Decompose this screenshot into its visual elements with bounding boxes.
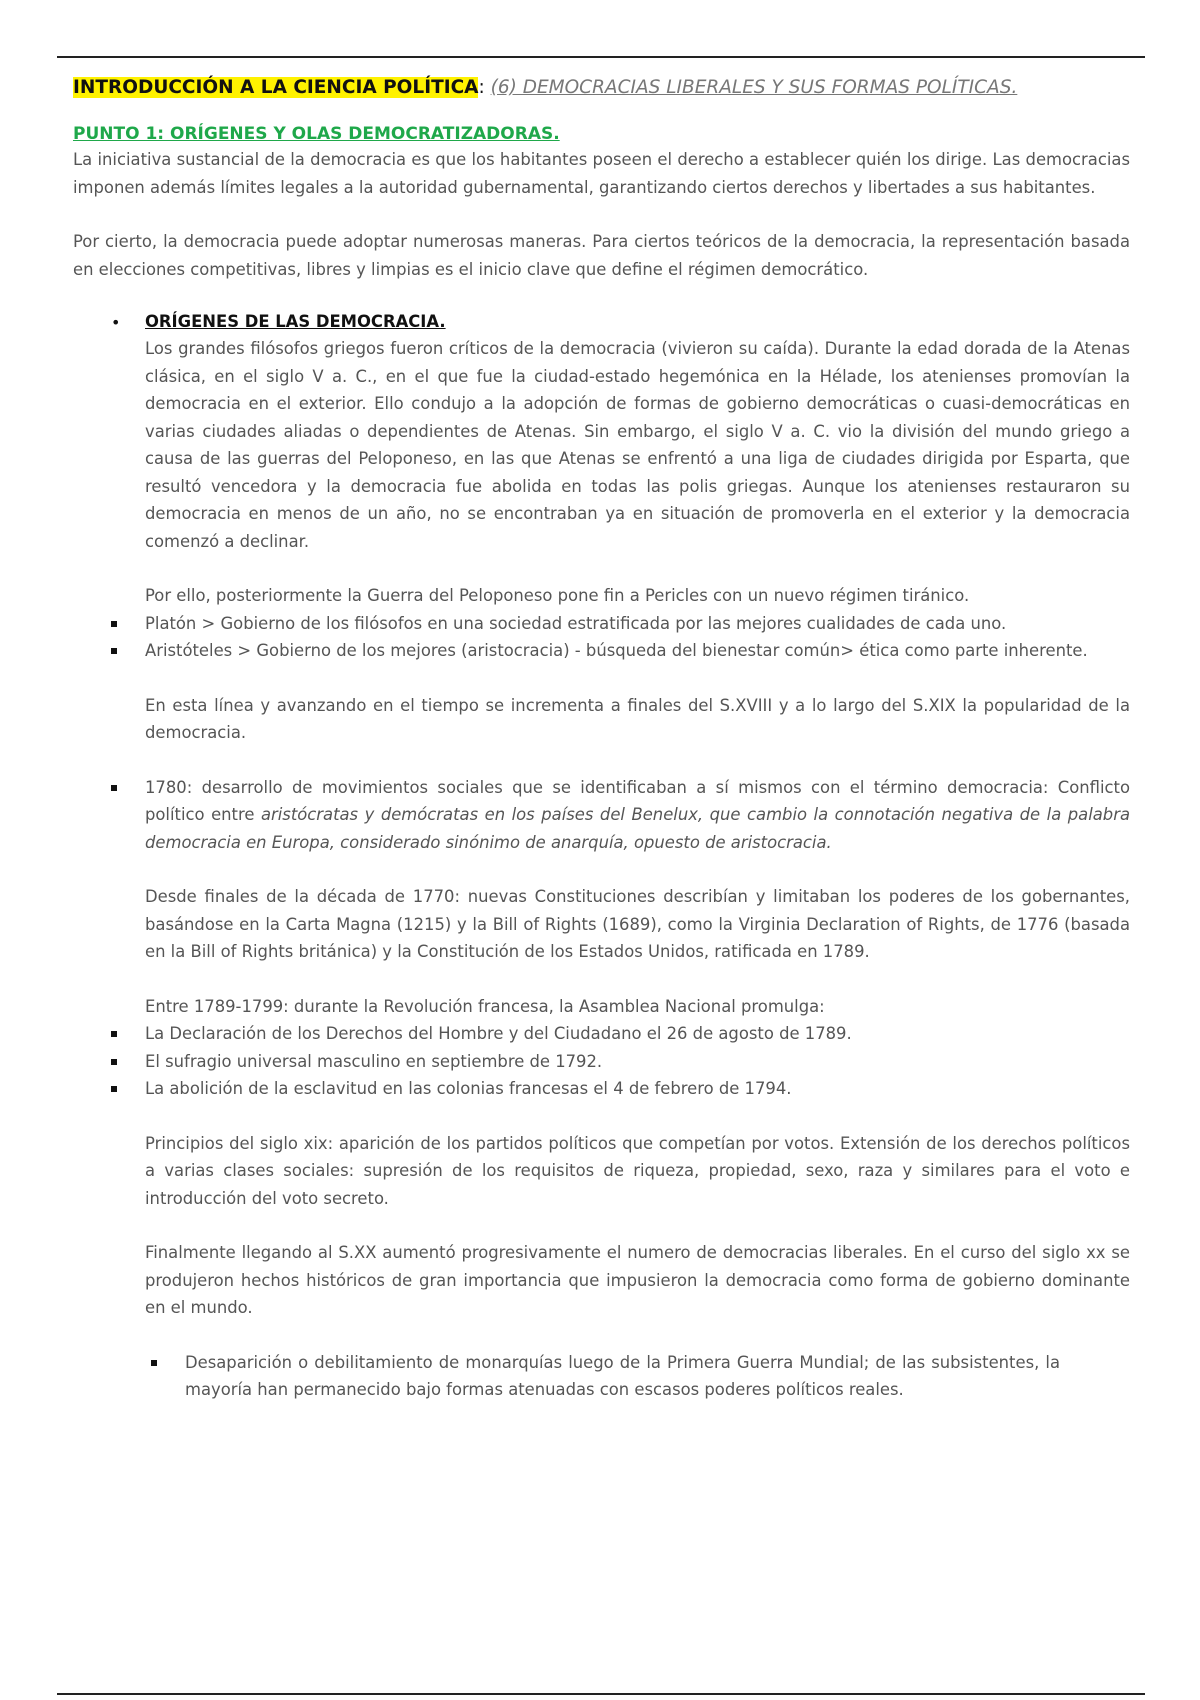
origins-block xyxy=(111,309,1130,610)
list-item: 1780: desarrollo de movimientos sociales que se identificaban a sí mismos con el término democracia: Conflicto político entre aristócratas y demócratas en los países del Benelux, que cambio la connotación negativa de la palabra democracia en Europa, considerado sinónimo de anarquía, opuesto de aristocracia. xyxy=(73,774,1130,857)
list-item: La abolición de la esclavitud en las colonias francesas el 4 de febrero de 1794. xyxy=(73,1075,1130,1103)
paragraph-origins-1: Los grandes filósofos griegos fueron críticos de la democracia (vivieron su caída). Durante la edad dorada de la Atenas clásica, en el siglo V a. C., en el que fue la ciudad-estado hegemónica en la Hélade, los atenienses promovían la democracia en el exterior. Ello condujo a la adopción de formas de gobierno democráticas o cuasi-democráticas en varias ciudades aliadas o dependientes de Atenas. Sin embargo, el siglo V a. C. vio la división del mundo griego a causa de las guerras del Peloponeso, en las que Atenas se enfrentó a una liga de ciudades dirigida por Esparta, que resultó vencedora y la democracia fue abolida en todas las polis griegas. Aunque los atenienses restauraron su democracia en menos de un año, no se encontraban ya en situación de promoverla en el exterior y la democracia comenzó a declinar. xyxy=(145,339,1130,551)
title-separator: : xyxy=(478,77,485,98)
paragraph-origins-6: Principios del siglo xix: aparición de los partidos políticos que competían por votos. Extensión de los derechos políticos a varias clases sociales: supresión de los requisitos de riqueza, propiedad, sexo, raza y similares para el voto e introducción del voto secreto. xyxy=(145,1133,1130,1208)
square-bullet-icon xyxy=(111,785,117,791)
top-rule xyxy=(57,56,1145,58)
bullet-dot: • xyxy=(111,313,121,332)
list-item: El sufragio universal masculino en septiembre de 1792. xyxy=(73,1048,1130,1076)
paragraph-origins-5: Entre 1789-1799: durante la Revolución francesa, la Asamblea Nacional promulga: xyxy=(145,996,825,1016)
philosophers-list xyxy=(73,610,1130,665)
movements-list xyxy=(73,774,1130,857)
square-bullet-icon xyxy=(111,1059,117,1065)
list-item: Aristóteles > Gobierno de los mejores (aristocracia) - búsqueda del bienestar común> ética como parte inherente. xyxy=(73,637,1130,665)
topic-title: (6) DEMOCRACIAS LIBERALES Y SUS FORMAS POLÍTICAS. xyxy=(490,77,1018,98)
square-bullet-icon xyxy=(111,621,117,627)
bottom-rule xyxy=(57,1693,1145,1695)
square-bullet-icon xyxy=(151,1360,157,1366)
twentieth-century-list xyxy=(73,1349,1130,1404)
section-heading: PUNTO 1: ORÍGENES Y OLAS DEMOCRATIZADORAS. xyxy=(73,124,560,144)
paragraph-origins-7: Finalmente llegando al S.XX aumentó progresivamente el numero de democracias liberales. En el curso del siglo xx se produjeron hechos históricos de gran importancia que impusieron la democracia como forma de gobierno dominante en el mundo. xyxy=(145,1243,1130,1317)
origins-heading: ORÍGENES DE LAS DEMOCRACIA. xyxy=(145,312,446,331)
square-bullet-icon xyxy=(111,648,117,654)
document-page xyxy=(73,72,1130,1404)
paragraph-origins-4: Desde finales de la década de 1770: nuevas Constituciones describían y limitaban los poderes de los gobernantes, basándose en la Carta Magna (1215) y la Bill of Rights (1689), como la Virginia Declaration of Rights, de 1776 (basada en la Bill of Rights británica) y la Constitución de los Estados Unidos, ratificada en 1789. xyxy=(145,887,1130,961)
paragraph-origins-2: Por ello, posteriormente la Guerra del Peloponeso pone fin a Pericles con un nuevo régimen tiránico. xyxy=(145,586,970,605)
square-bullet-icon xyxy=(111,1086,117,1092)
paragraph-intro-2: Por cierto, la democracia puede adoptar numerosas maneras. Para ciertos teóricos de la democracia, la representación basada en elecciones competitivas, libres y limpias es el inicio clave que define el régimen democrático. xyxy=(73,232,1130,279)
course-title: INTRODUCCIÓN A LA CIENCIA POLÍTICA xyxy=(73,77,479,98)
paragraph-intro-1: La iniciativa sustancial de la democracia es que los habitantes poseen el derecho a establecer quién los dirige. Las democracias imponen además límites legales a la autoridad gubernamental, garantizando ciertos derechos y libertades a sus habitantes. xyxy=(73,150,1130,197)
page-title xyxy=(73,72,1130,104)
list-item: Platón > Gobierno de los filósofos en una sociedad estratificada por las mejores cualidades de cada uno. xyxy=(73,610,1130,638)
paragraph-origins-3: En esta línea y avanzando en el tiempo se incrementa a finales del S.XVIII y a lo largo del S.XIX la popularidad de la democracia. xyxy=(145,695,1130,742)
square-bullet-icon xyxy=(111,1031,117,1037)
list-item: Desaparición o debilitamiento de monarquías luego de la Primera Guerra Mundial; de las subsistentes, la mayoría han permanecido bajo formas atenuadas con escasos poderes políticos reales. xyxy=(73,1349,1130,1404)
list-item: La Declaración de los Derechos del Hombre y del Ciudadano el 26 de agosto de 1789. xyxy=(73,1020,1130,1048)
revolution-list xyxy=(73,1020,1130,1103)
